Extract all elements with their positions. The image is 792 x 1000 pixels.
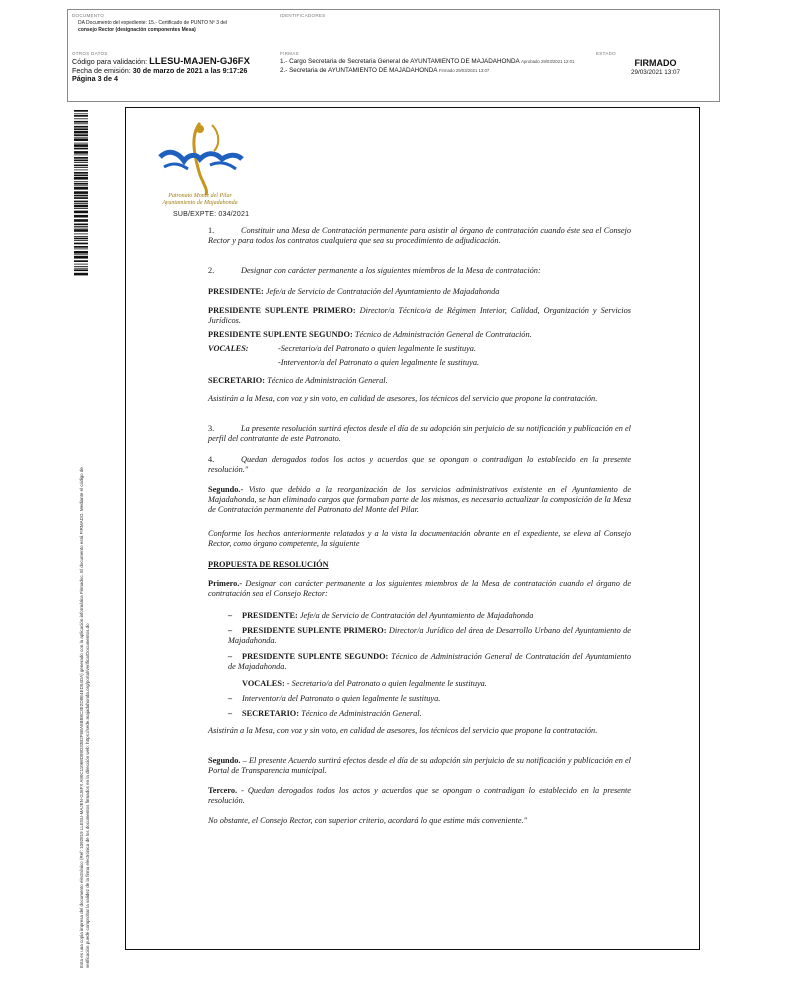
dash: –: [228, 626, 233, 635]
vocales-line: [208, 344, 631, 358]
vocales-label: VOCALES:: [208, 344, 249, 353]
signature-2: [280, 67, 588, 74]
segundo-text: Visto que debido a la reorganización de los servicios administrativos existente en el Ayuntamiento de Majadahonda, se han eliminado cargos que formaban parte de los mismos, es necesario actualizar la composición de la Mesa de Contratación permanente del Patronato del Monte del Pilar.: [208, 485, 631, 514]
tercero-label: Tercero.: [208, 786, 238, 795]
ps1-line: [208, 306, 631, 330]
side-text-line2: verificación puede comprobar la validez de la firma electrónica de los documentos firmados en la dirección web: https://sede.majadahonda.org/portal/verificarDocumentos.do: [85, 623, 91, 968]
ps2-line: [208, 330, 631, 344]
bullet-secretario: [208, 709, 631, 726]
b-pres-label: PRESIDENTE:: [242, 611, 298, 620]
vocal2-line: -Interventor/a del Patronato o quien legalmente le sustituya.: [278, 358, 480, 367]
patronato-logo: [150, 115, 250, 207]
signature-1-text: 1.- Cargo Secretaria de Secretaria General de AYUNTAMIENTO DE MAJADAHONDA: [280, 58, 520, 65]
b-pres-text: Jefe/a de Servicio de Contratación del Ayuntamiento de Majadahonda: [299, 611, 534, 620]
verification-side-text: [79, 268, 91, 968]
estado-cell: [592, 46, 719, 101]
firmas-cell: [276, 46, 592, 101]
b-ps2-label: PRESIDENTE SUPLENTE SEGUNDO:: [242, 652, 389, 661]
conforme-paragraph: Conforme los hechos anteriormente relatados y a la vista la documentación obrante en el expediente, se eleva al Consejo Rector, como órgano competente, la siguiente: [208, 529, 631, 548]
paragraph-4: [208, 455, 631, 485]
validation-code-label: Código para validación:: [72, 57, 148, 66]
segundo2-text: – El presente Acuerdo surtirá efectos desde el día de su adopción sin perjuicio de su notificación y publicación en el Portal de Transparencia municipal.: [208, 756, 631, 775]
p2-num: 2.: [208, 266, 215, 275]
bullet-interventor: [208, 694, 631, 709]
bullet-vocales: [208, 679, 631, 694]
otros-datos-caption: OTROS DATOS: [72, 51, 108, 56]
status-badge: FIRMADO: [634, 58, 677, 68]
segundo-label: Segundo.-: [208, 485, 244, 494]
resolution-body: [208, 226, 631, 826]
b-voc-label: VOCALES:: [242, 679, 285, 688]
presidente-label: PRESIDENTE:: [208, 287, 264, 296]
dash: –: [228, 611, 233, 620]
propuesta-title: [208, 560, 631, 579]
b-voc2-text: Interventor/a del Patronato o quien legalmente le sustituya.: [242, 694, 441, 703]
dash: –: [228, 652, 233, 661]
page-number: Página 3 de 4: [72, 74, 118, 84]
primero-label: Primero.-: [208, 579, 243, 588]
b-sec-text: Técnico de Administración General.: [301, 709, 422, 718]
segundo2-label: Segundo.: [208, 756, 241, 765]
p4-text: Quedan derogados todos los actos y acuerdos que se opongan o contradigan lo establecido en la presente resolución.": [208, 455, 631, 474]
segundo2-paragraph: [208, 756, 631, 786]
b-ps1-label: PRESIDENTE SUPLENTE PRIMERO:: [242, 626, 387, 635]
firmas-caption: FIRMAS: [280, 51, 299, 56]
segundo-paragraph: [208, 485, 631, 529]
dash: –: [228, 694, 233, 703]
tercero-paragraph: [208, 786, 631, 816]
p3-text: La presente resolución surtirá efectos desde el día de su adopción sin perjuicio de su notificación y publicación en el perfil del contratante de este Patronato.: [208, 424, 631, 443]
b-voc1-text: - Secretario/a del Patronato o quien legalmente le sustituya.: [286, 679, 487, 688]
asistiran2-paragraph: Asistirán a la Mesa, con voz y sin voto, en calidad de asesores, los técnicos del servicio que propone la contratación.: [208, 726, 598, 735]
paragraph-2: [208, 266, 631, 287]
ps1-text: Director/a Técnico/a de Régimen Interior, Calidad, Organización y Servicios Jurídicos.: [208, 306, 631, 325]
presidente-text: Jefe/a de Servicio de Contratación del Ayuntamiento de Majadahonda: [265, 287, 500, 296]
p4-num: 4.: [208, 455, 215, 464]
issue-date: 30 de marzo de 2021 a las 9:17:26: [132, 65, 248, 75]
identificadores-caption: IDENTIFICADORES: [280, 13, 326, 18]
primero-paragraph: [208, 579, 631, 611]
status-date: 29/03/2021 13:07: [630, 69, 681, 76]
closing-paragraph: No obstante, el Consejo Rector, con superior criterio, acordará lo que estime más conveniente.": [208, 816, 528, 825]
p2-text: Designar con carácter permanente a los siguientes miembros de la Mesa de contratación:: [241, 266, 541, 275]
b-ps1-text: Director/a Jurídico del área de Desarrollo Urbano del Ayuntamiento de Majadahonda.: [228, 626, 631, 645]
signature-2-note: Firmado 29/03/2021 13:07: [438, 68, 490, 73]
side-text-line1: Esta es una copia impresa del documento electrónico (Ref: 1092819 LLESU-MAJEN-GJ6FX A90C11068D89D33B2F6BA5BB8C3E2D8E4ED54DA) generado con la aplicación informática Firmadoc. El documento está FIRMADO. Mediante el código de: [79, 467, 84, 968]
ps2-label: PRESIDENTE SUPLENTE SEGUNDO:: [208, 330, 353, 339]
secretario-label: SECRETARIO:: [208, 376, 266, 385]
vocal1-text: -Secretario/a del Patronato o quien legalmente le sustituya.: [278, 344, 477, 353]
primero-text: Designar con carácter permanente a los siguientes miembros de la Mesa de contratación cuando el órgano de contratación sea el Consejo Rector:: [208, 579, 631, 598]
bullet-ps2: [208, 652, 631, 679]
signature-2-text: 2.- Secretaria de AYUNTAMIENTO DE MAJADAHONDA: [280, 67, 438, 74]
identificadores-cell: [276, 10, 719, 46]
p3-num: 3.: [208, 424, 215, 433]
b-sec-label: SECRETARIO:: [242, 709, 300, 718]
ps2-text: Técnico de Administración General de Contratación.: [354, 330, 532, 339]
presidente-line: [208, 287, 631, 306]
validation-code[interactable]: LLESU-MAJEN-GJ6FX: [149, 56, 250, 67]
issue-date-label: Fecha de emisión:: [72, 65, 131, 75]
file-reference: SUB/EXPTE: 034/2021: [173, 211, 250, 218]
asistiran-paragraph: Asistirán a la Mesa, con voz y sin voto, en calidad de asesores, los técnicos del servicio que propone la contratación.: [208, 394, 598, 403]
ps1-label: PRESIDENTE SUPLENTE PRIMERO:: [208, 306, 356, 315]
propuesta-title-text: PROPUESTA DE RESOLUCIÓN: [208, 560, 329, 569]
estado-caption: ESTADO: [596, 51, 616, 56]
p1-text: Constituir una Mesa de Contratación permanente para asistir al órgano de contratación cuando éste sea el Consejo Rector y para todos los contratos cualquiera que sea su procedimiento de adjudicación.: [208, 226, 631, 245]
secretario-line: [208, 376, 631, 394]
logo-line1: Patronato Monte del Pilar: [168, 193, 232, 199]
documento-cell: [68, 10, 276, 46]
bullet-ps1: [208, 626, 631, 652]
barcode: [74, 110, 88, 276]
documento-line2: consejo Rector (designación componentes Mesa): [78, 26, 196, 33]
paragraph-1: [208, 226, 631, 266]
signature-1-note: Aprobado 29/03/2021 12:01: [521, 59, 575, 64]
secretario-text: Técnico de Administración General.: [267, 376, 388, 385]
tercero-text: - Quedan derogados todos los actos y acuerdos que se opongan o contradigan lo establecido en la presente resolución.: [208, 786, 631, 805]
document-header: [67, 9, 720, 102]
dash: –: [228, 709, 233, 718]
p1-num: 1.: [208, 226, 215, 235]
otros-datos-cell: [68, 46, 276, 101]
logo-line2: Ayuntamiento de Majadahonda: [162, 200, 238, 206]
paragraph-3: [208, 424, 631, 455]
documento-caption: DOCUMENTO: [72, 13, 105, 18]
documento-line1: DA Documento del expediente: 15.- Certificado de PUNTO Nº 3 del: [78, 20, 228, 26]
signature-1: [280, 58, 588, 65]
bullet-presidente: [208, 611, 631, 626]
b-ps2-text: Técnico de Administración General de Contratación del Ayuntamiento de Majadahonda.: [228, 652, 631, 671]
